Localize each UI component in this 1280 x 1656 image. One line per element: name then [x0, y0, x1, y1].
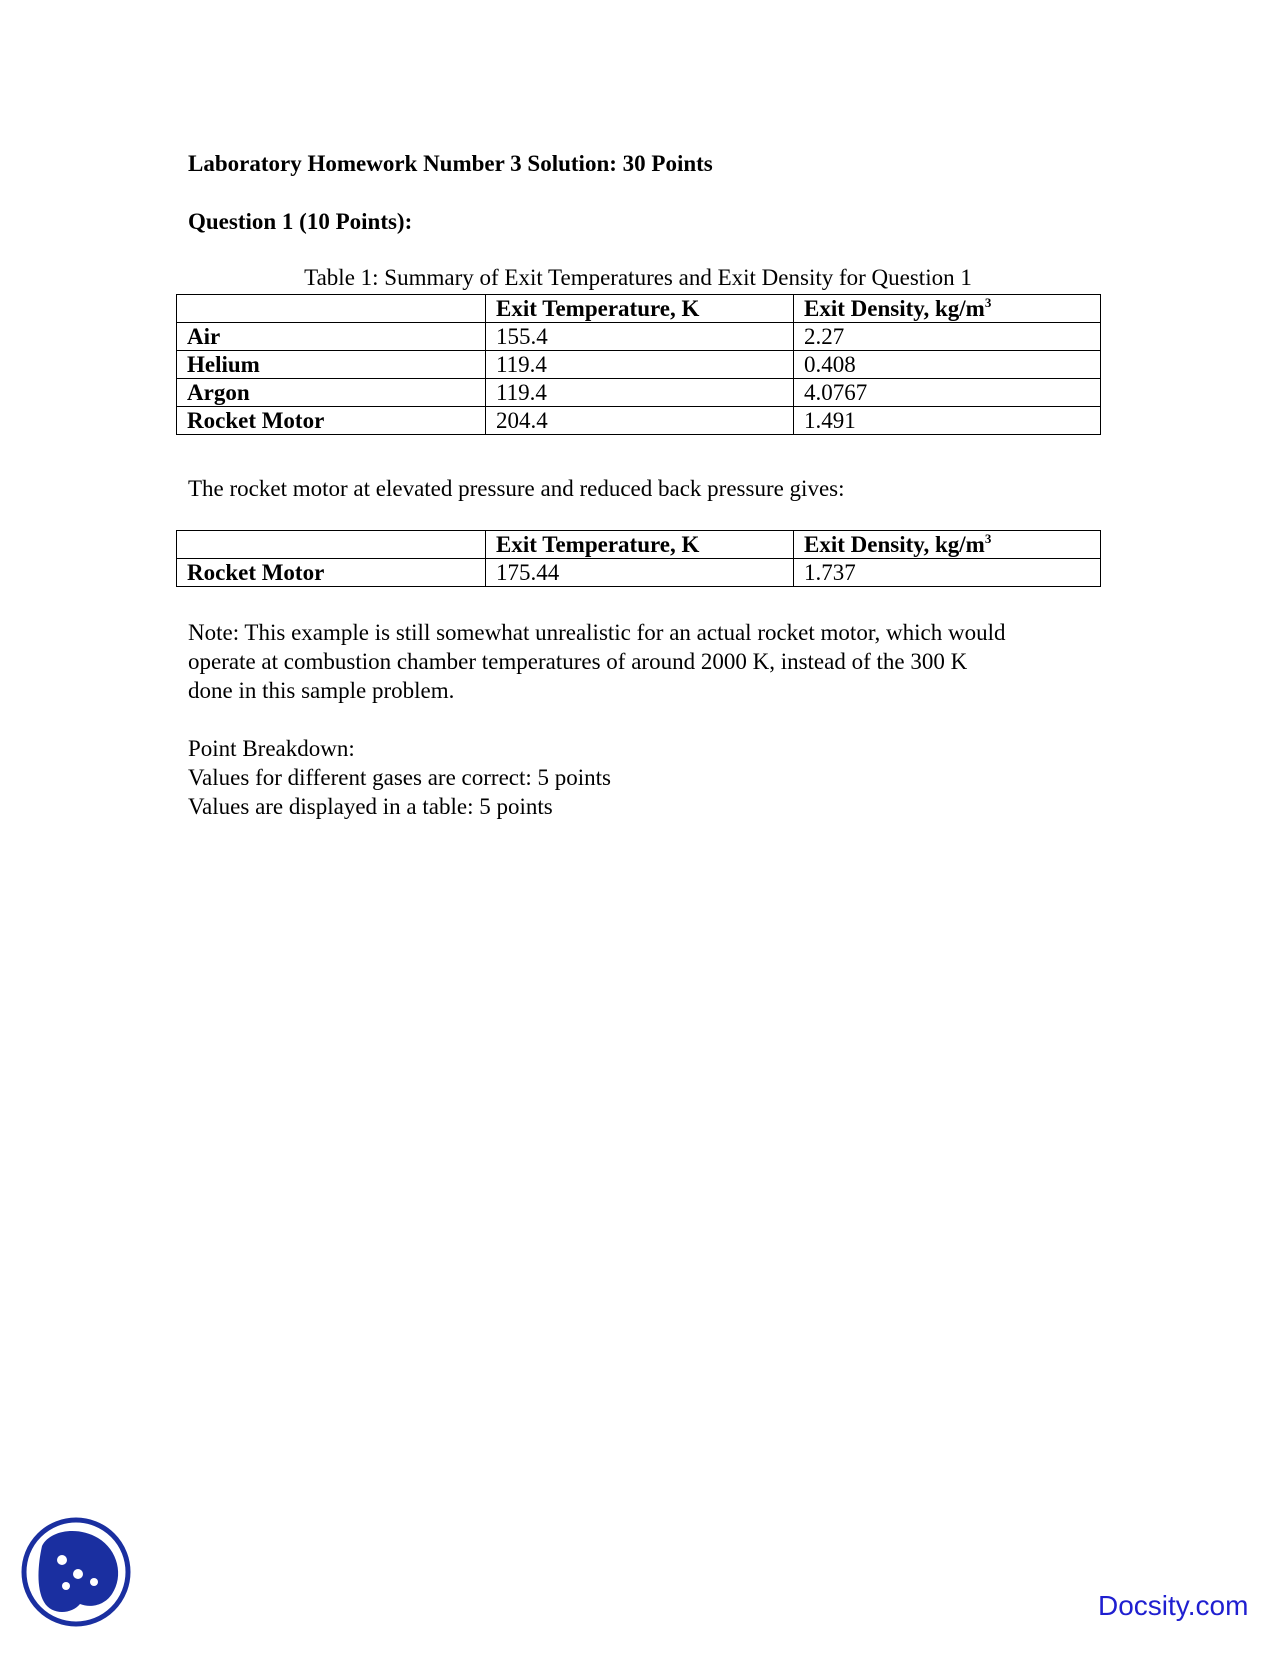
density-cell: 1.491 — [794, 407, 1101, 435]
density-cell: 4.0767 — [794, 379, 1101, 407]
breakdown-heading: Point Breakdown: — [188, 736, 355, 761]
density-header-text: Exit Density, kg/m — [804, 296, 985, 321]
density-header-text: Exit Density, kg/m — [804, 532, 985, 557]
document-title: Laboratory Homework Number 3 Solution: 30 Points — [188, 151, 713, 176]
temp-cell: 119.4 — [486, 351, 794, 379]
table-row — [177, 351, 1101, 379]
docsity-logo-icon — [20, 1516, 132, 1628]
row-label: Argon — [177, 379, 486, 407]
elevated-pressure-table — [176, 530, 1101, 587]
table-header-cell — [794, 531, 1101, 559]
note-line: operate at combustion chamber temperatures of around 2000 K, instead of the 300 K — [188, 649, 968, 674]
temp-cell: 155.4 — [486, 323, 794, 351]
table-row — [177, 407, 1101, 435]
temp-cell: 204.4 — [486, 407, 794, 435]
table-row — [177, 379, 1101, 407]
table-header-cell — [177, 295, 486, 323]
table-header-row — [177, 295, 1101, 323]
table-row — [177, 559, 1101, 587]
table-header-row — [177, 531, 1101, 559]
table-header-cell — [794, 295, 1101, 323]
breakdown-line: Values are displayed in a table: 5 points — [188, 794, 553, 819]
superscript: 3 — [984, 295, 992, 310]
docsity-brand-link[interactable]: Docsity.com — [1098, 1590, 1249, 1621]
breakdown-line: Values for different gases are correct: 5 points — [188, 765, 611, 790]
temp-cell: 175.44 — [486, 559, 794, 587]
row-label: Rocket Motor — [177, 559, 486, 587]
row-label: Rocket Motor — [177, 407, 486, 435]
density-cell: 1.737 — [794, 559, 1101, 587]
density-cell: 2.27 — [794, 323, 1101, 351]
superscript: 3 — [984, 531, 992, 546]
temp-cell: 119.4 — [486, 379, 794, 407]
intro-text: The rocket motor at elevated pressure and reduced back pressure gives: — [188, 476, 845, 501]
note-line: done in this sample problem. — [188, 678, 455, 703]
table-header-cell: Exit Temperature, K — [486, 295, 794, 323]
table-header-cell: Exit Temperature, K — [486, 531, 794, 559]
table1-caption: Table 1: Summary of Exit Temperatures and Exit Density for Question 1 — [304, 265, 972, 290]
question-heading: Question 1 (10 Points): — [188, 209, 413, 234]
note-line: Note: This example is still somewhat unrealistic for an actual rocket motor, which would — [188, 620, 1006, 645]
row-label: Air — [177, 323, 486, 351]
density-cell: 0.408 — [794, 351, 1101, 379]
exit-summary-table — [176, 294, 1101, 435]
table-row — [177, 323, 1101, 351]
table-header-cell — [177, 531, 486, 559]
row-label: Helium — [177, 351, 486, 379]
